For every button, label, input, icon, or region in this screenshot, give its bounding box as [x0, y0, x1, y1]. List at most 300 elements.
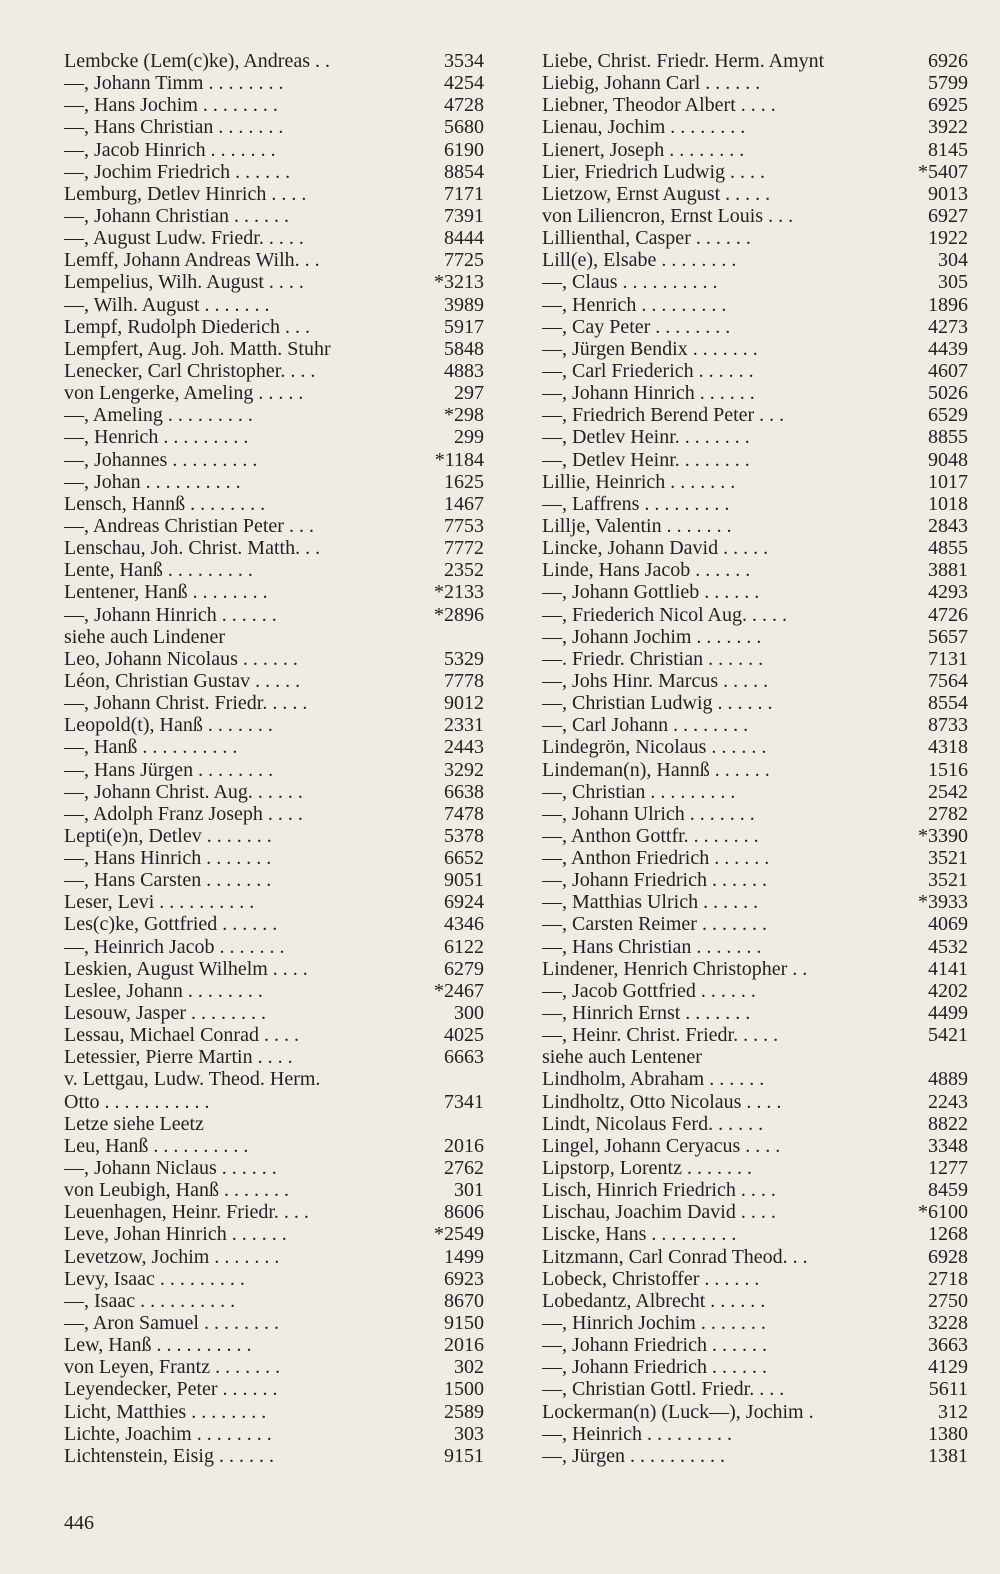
entry-number: 6529 [928, 404, 968, 427]
entry-name: —, Hans Jochim . . . . . . . . [64, 94, 278, 117]
entry-number: 1018 [928, 492, 968, 515]
entry-number: 4607 [928, 359, 968, 382]
entry-name: Lempelius, Wilh. August . . . . [64, 271, 304, 294]
index-entry [64, 736, 484, 758]
index-entry [542, 1268, 968, 1290]
entry-number: 2843 [928, 514, 968, 537]
entry-number: 5917 [444, 315, 484, 338]
entry-name: —, Detlev Heinr. . . . . . . . [542, 448, 750, 471]
entry-name: Lillie, Heinrich . . . . . . . [542, 470, 736, 493]
entry-name: —, Laffrens . . . . . . . . . [542, 492, 730, 515]
entry-number: 6923 [444, 1267, 484, 1290]
entry-number: *3213 [434, 271, 484, 294]
entry-number: 2243 [928, 1090, 968, 1113]
index-entry [542, 648, 968, 670]
entry-number: 2352 [444, 559, 484, 582]
index-entry [542, 72, 968, 94]
entry-number: 2016 [444, 1334, 484, 1357]
entry-name: —, Johann Hinrich . . . . . . [64, 603, 277, 626]
entry-number: 3521 [928, 847, 968, 870]
entry-number: 8145 [928, 138, 968, 161]
index-entry [542, 1378, 968, 1400]
entry-name: Leslee, Johann . . . . . . . . [64, 979, 263, 1002]
index-entry [64, 205, 484, 227]
entry-number: 4346 [444, 913, 484, 936]
entry-number: 2718 [928, 1267, 968, 1290]
index-entry [542, 692, 968, 714]
index-entry [542, 559, 968, 581]
index-entry [542, 382, 968, 404]
entry-name: —, Hans Christian . . . . . . . [542, 935, 762, 958]
entry-number: 4254 [444, 72, 484, 95]
entry-number: 3348 [928, 1134, 968, 1157]
index-entry [64, 1068, 484, 1090]
entry-number: 8733 [928, 714, 968, 737]
entry-name: —, Jochim Friedrich . . . . . . [64, 160, 291, 183]
entry-name: Otto . . . . . . . . . . . [64, 1090, 210, 1113]
entry-name: —, Christian Gottl. Friedr. . . . [542, 1378, 785, 1401]
index-entry [542, 803, 968, 825]
entry-number: 9151 [444, 1444, 484, 1467]
entry-name: Lill(e), Elsabe . . . . . . . . [542, 249, 737, 272]
index-entry [542, 360, 968, 382]
index-entry [64, 891, 484, 913]
index-entry [64, 559, 484, 581]
entry-number: 4499 [928, 1002, 968, 1025]
index-entry [542, 183, 968, 205]
entry-name: —, Johann Friedrich . . . . . . [542, 1356, 767, 1379]
entry-name: —, Carl Johann . . . . . . . . [542, 714, 749, 737]
entry-name: —, Heinr. Christ. Friedr. . . . . [542, 1024, 779, 1047]
entry-name: —, Henrich . . . . . . . . . [542, 293, 727, 316]
entry-number: 305 [938, 271, 968, 294]
entry-name: Lockerman(n) (Luck—), Jochim . [542, 1400, 814, 1423]
entry-number: 5799 [928, 72, 968, 95]
index-entry [64, 803, 484, 825]
entry-name: —, Hinrich Ernst . . . . . . . [542, 1002, 751, 1025]
entry-number: 6122 [444, 935, 484, 958]
entry-name: Lente, Hanß . . . . . . . . . [64, 559, 253, 582]
index-entry [542, 50, 968, 72]
index-entry [64, 692, 484, 714]
index-entry [64, 1046, 484, 1068]
entry-name: —, Claus . . . . . . . . . . [542, 271, 718, 294]
entry-number: 1268 [928, 1223, 968, 1246]
entry-name: Lichtenstein, Eisig . . . . . . [64, 1444, 274, 1467]
entry-number: *6100 [918, 1201, 968, 1224]
index-entry [542, 626, 968, 648]
entry-name: Lindt, Nicolaus Ferd. . . . . . [542, 1112, 764, 1135]
index-entry [64, 670, 484, 692]
entry-name: Levy, Isaac . . . . . . . . . [64, 1267, 245, 1290]
entry-number: 304 [938, 249, 968, 272]
index-entry [64, 227, 484, 249]
entry-name: Lipstorp, Lorentz . . . . . . . [542, 1157, 752, 1180]
entry-name: Lichte, Joachim . . . . . . . . [64, 1422, 272, 1445]
index-entry [542, 116, 968, 138]
entry-number: 1467 [444, 492, 484, 515]
entry-name: —, Ameling . . . . . . . . . [64, 404, 253, 427]
index-entry [64, 360, 484, 382]
entry-number: 3292 [444, 758, 484, 781]
entry-number: 2443 [444, 736, 484, 759]
entry-number: *2133 [434, 581, 484, 604]
index-entry [542, 869, 968, 891]
index-entry [542, 1423, 968, 1445]
index-entry [64, 869, 484, 891]
index-entry [64, 913, 484, 935]
entry-number: 6190 [444, 138, 484, 161]
entry-name: —, Hinrich Jochim . . . . . . . [542, 1312, 766, 1335]
entry-number: 8606 [444, 1201, 484, 1224]
entry-number: *1184 [434, 448, 484, 471]
index-entry [64, 1401, 484, 1423]
index-entry [64, 515, 484, 537]
entry-number: 1017 [928, 470, 968, 493]
entry-name: —, Jacob Gottfried . . . . . . [542, 979, 756, 1002]
entry-name: Lemff, Johann Andreas Wilh. . . [64, 249, 320, 272]
entry-number: 4025 [444, 1024, 484, 1047]
entry-number: 2589 [444, 1400, 484, 1423]
index-entry [64, 648, 484, 670]
index-entry [542, 449, 968, 471]
entry-number: 6927 [928, 204, 968, 227]
entry-name: Lingel, Johann Ceryacus . . . . [542, 1134, 781, 1157]
entry-name: —, Friedrich Berend Peter . . . [542, 404, 785, 427]
entry-name: von Leubigh, Hanß . . . . . . . [64, 1179, 289, 1202]
entry-number: 3228 [928, 1312, 968, 1335]
entry-name: —, Aron Samuel . . . . . . . . [64, 1312, 279, 1335]
entry-number: 300 [454, 1002, 484, 1025]
index-entry [542, 759, 968, 781]
entry-number: 2542 [928, 780, 968, 803]
entry-name: Lenecker, Carl Christopher. . . . [64, 359, 316, 382]
entry-name: Liebner, Theodor Albert . . . . [542, 94, 776, 117]
entry-name: Linde, Hans Jacob . . . . . . [542, 559, 751, 582]
entry-name: —, Adolph Franz Joseph . . . . [64, 802, 303, 825]
entry-number: 5329 [444, 647, 484, 670]
index-entry [542, 294, 968, 316]
entry-name: Les(c)ke, Gottfried . . . . . . [64, 913, 278, 936]
entry-number: 3989 [444, 293, 484, 316]
entry-name: Lillje, Valentin . . . . . . . [542, 514, 732, 537]
entry-name: —, Hans Jürgen . . . . . . . . [64, 758, 274, 781]
entry-name: —, Heinrich Jacob . . . . . . . [64, 935, 285, 958]
entry-number: 1380 [928, 1422, 968, 1445]
index-entry [542, 1135, 968, 1157]
entry-number: *298 [444, 404, 484, 427]
index-entry [64, 1268, 484, 1290]
entry-number: 5848 [444, 337, 484, 360]
entry-name: Lienert, Joseph . . . . . . . . [542, 138, 745, 161]
index-entry [542, 1024, 968, 1046]
entry-name: —, Johannes . . . . . . . . . [64, 448, 258, 471]
index-entry [542, 936, 968, 958]
index-entry [542, 404, 968, 426]
left-column [64, 50, 484, 1467]
entry-name: Lobedantz, Albrecht . . . . . . [542, 1289, 766, 1312]
entry-name: Lempfert, Aug. Joh. Matth. Stuhr [64, 337, 331, 360]
index-entry [64, 581, 484, 603]
index-entry [542, 227, 968, 249]
entry-name: Letessier, Pierre Martin . . . . [64, 1046, 293, 1069]
index-entry [64, 1179, 484, 1201]
index-entry [542, 714, 968, 736]
entry-number: 4293 [928, 581, 968, 604]
entry-number: 7341 [444, 1090, 484, 1113]
entry-name: Licht, Matthies . . . . . . . . [64, 1400, 267, 1423]
entry-number: 4883 [444, 359, 484, 382]
entry-name: siehe auch Lindener [64, 625, 226, 648]
entry-name: —, Carl Friederich . . . . . . [542, 359, 754, 382]
index-entry [64, 1091, 484, 1113]
index-entry [542, 781, 968, 803]
entry-number: 5378 [444, 824, 484, 847]
index-entry [542, 1091, 968, 1113]
entry-number: 7564 [928, 669, 968, 692]
entry-number: 1625 [444, 470, 484, 493]
index-entry [542, 1002, 968, 1024]
index-entry [64, 1024, 484, 1046]
entry-number: 5026 [928, 382, 968, 405]
index-entry [64, 1246, 484, 1268]
entry-name: —, Jürgen . . . . . . . . . . [542, 1444, 725, 1467]
index-entry [64, 382, 484, 404]
index-entry [542, 581, 968, 603]
entry-name: —. Friedr. Christian . . . . . . [542, 647, 764, 670]
index-entry [64, 1157, 484, 1179]
index-entry [542, 670, 968, 692]
entry-name: Leuenhagen, Heinr. Friedr. . . . [64, 1201, 309, 1224]
page-number: 446 [64, 1512, 94, 1534]
index-entry [64, 1312, 484, 1334]
entry-number: 8822 [928, 1112, 968, 1135]
entry-number: 6279 [444, 957, 484, 980]
entry-name: —, Matthias Ulrich . . . . . . [542, 891, 759, 914]
index-entry [542, 1445, 968, 1467]
entry-name: —, Johs Hinr. Marcus . . . . . [542, 669, 769, 692]
index-entry [64, 1378, 484, 1400]
entry-number: 2016 [444, 1134, 484, 1157]
entry-number: 312 [938, 1400, 968, 1423]
entry-name: —, Christian Ludwig . . . . . . [542, 692, 773, 715]
entry-number: 303 [454, 1422, 484, 1445]
entry-number: 4141 [928, 957, 968, 980]
index-entry [64, 847, 484, 869]
index-entry [542, 515, 968, 537]
index-entry [542, 161, 968, 183]
index-entry [542, 891, 968, 913]
entry-name: siehe auch Lentener [542, 1046, 702, 1069]
entry-name: Lenschau, Joh. Christ. Matth. . . [64, 537, 321, 560]
index-entry [64, 604, 484, 626]
index-entry [542, 847, 968, 869]
entry-name: —, Johan . . . . . . . . . . [64, 470, 241, 493]
index-entry [542, 1068, 968, 1090]
index-entry [542, 1401, 968, 1423]
entry-number: 7131 [928, 647, 968, 670]
entry-name: —, Johann Timm . . . . . . . . [64, 72, 284, 95]
entry-name: Lempf, Rudolph Diederich . . . [64, 315, 311, 338]
entry-number: 5421 [928, 1024, 968, 1047]
index-entry [542, 537, 968, 559]
entry-name: Lindegrön, Nicolaus . . . . . . [542, 736, 767, 759]
index-entry [542, 426, 968, 448]
index-entry [64, 471, 484, 493]
entry-name: —, Johann Christ. Friedr. . . . . [64, 692, 308, 715]
entry-number: 9051 [444, 869, 484, 892]
entry-number: 5611 [928, 1378, 968, 1401]
entry-name: Lindener, Henrich Christopher . . [542, 957, 808, 980]
index-entry [542, 471, 968, 493]
entry-name: Levetzow, Jochim . . . . . . . [64, 1245, 280, 1268]
entry-number: *3390 [918, 824, 968, 847]
entry-name: —, Anthon Friedrich . . . . . . [542, 847, 770, 870]
entry-number: 6924 [444, 891, 484, 914]
entry-name: —, Johann Hinrich . . . . . . [542, 382, 755, 405]
index-entry [64, 1002, 484, 1024]
entry-name: Lemburg, Detlev Hinrich . . . . [64, 182, 307, 205]
entry-number: 1277 [928, 1157, 968, 1180]
entry-number: *2549 [434, 1223, 484, 1246]
entry-name: Lincke, Johann David . . . . . [542, 537, 769, 560]
index-entry [64, 936, 484, 958]
entry-number: 1896 [928, 293, 968, 316]
entry-number: 6926 [928, 50, 968, 72]
entry-name: —, Anthon Gottfr. . . . . . . . [542, 824, 759, 847]
entry-name: Leu, Hanß . . . . . . . . . . [64, 1134, 249, 1157]
entry-name: Letze siehe Leetz [64, 1112, 204, 1135]
entry-number: 1516 [928, 758, 968, 781]
entry-number: 4318 [928, 736, 968, 759]
index-entry [542, 1334, 968, 1356]
entry-number: 5657 [928, 625, 968, 648]
entry-name: —, Johann Christ. Aug. . . . . . [64, 780, 303, 803]
entry-number: 4728 [444, 94, 484, 117]
index-entry [542, 271, 968, 293]
entry-name: Leo, Johann Nicolaus . . . . . . [64, 647, 298, 670]
entry-name: —, Cay Peter . . . . . . . . [542, 315, 731, 338]
entry-number: 1922 [928, 227, 968, 250]
entry-name: Leopold(t), Hanß . . . . . . . [64, 714, 273, 737]
index-entry [64, 1423, 484, 1445]
entry-number: 4273 [928, 315, 968, 338]
index-entry [64, 980, 484, 1002]
entry-name: von Leyen, Frantz . . . . . . . [64, 1356, 281, 1379]
index-entry [542, 316, 968, 338]
entry-name: Liscke, Hans . . . . . . . . . [542, 1223, 737, 1246]
entry-number: 2782 [928, 802, 968, 825]
entry-number: 9013 [928, 182, 968, 205]
entry-number: 7772 [444, 537, 484, 560]
entry-name: Liebig, Johann Carl . . . . . . [542, 72, 761, 95]
entry-name: —, Wilh. August . . . . . . . [64, 293, 270, 316]
entry-number: 4439 [928, 337, 968, 360]
entry-number: 3521 [928, 869, 968, 892]
index-entry [64, 94, 484, 116]
entry-number: 8854 [444, 160, 484, 183]
index-entry [542, 493, 968, 515]
entry-number: 7171 [444, 182, 484, 205]
entry-number: 302 [454, 1356, 484, 1379]
index-entry [542, 604, 968, 626]
index-entry [64, 1201, 484, 1223]
entry-name: Lensch, Hannß . . . . . . . . [64, 492, 266, 515]
index-entry [542, 1312, 968, 1334]
index-entry [64, 294, 484, 316]
entry-name: —, Andreas Christian Peter . . . [64, 514, 314, 537]
index-entry [542, 1179, 968, 1201]
entry-number: 7391 [444, 204, 484, 227]
index-entry [542, 94, 968, 116]
index-entry [64, 50, 484, 72]
entry-number: 8444 [444, 227, 484, 250]
entry-number: 7778 [444, 669, 484, 692]
entry-name: —, Johann Friedrich . . . . . . [542, 869, 767, 892]
index-entry [64, 116, 484, 138]
entry-number: *2467 [434, 979, 484, 1002]
entry-name: Lier, Friedrich Ludwig . . . . [542, 160, 766, 183]
entry-name: —, Detlev Heinr. . . . . . . . [542, 426, 750, 449]
entry-number: 5680 [444, 116, 484, 139]
entry-name: —, Johann Jochim . . . . . . . [542, 625, 762, 648]
entry-name: —, Johann Christian . . . . . . [64, 204, 289, 227]
entry-name: —, Hans Carsten . . . . . . . [64, 869, 272, 892]
entry-number: 2750 [928, 1289, 968, 1312]
entry-name: Lindeman(n), Hannß . . . . . . [542, 758, 770, 781]
entry-number: 4726 [928, 603, 968, 626]
entry-number: 299 [454, 426, 484, 449]
entry-name: Lesouw, Jasper . . . . . . . . [64, 1002, 267, 1025]
index-entry [542, 338, 968, 360]
index-entry [64, 1356, 484, 1378]
entry-name: —, Johann Gottlieb . . . . . . [542, 581, 760, 604]
index-entry [64, 1334, 484, 1356]
entry-number: 8670 [444, 1289, 484, 1312]
index-entry [64, 1113, 484, 1135]
entry-name: Leser, Levi . . . . . . . . . . [64, 891, 255, 914]
entry-number: 301 [454, 1179, 484, 1202]
index-entry [542, 1113, 968, 1135]
index-entry [542, 1290, 968, 1312]
entry-name: Lindholm, Abraham . . . . . . [542, 1068, 765, 1091]
entry-name: Litzmann, Carl Conrad Theod. . . [542, 1245, 808, 1268]
index-entry [542, 1356, 968, 1378]
index-entry [542, 1223, 968, 1245]
entry-name: Lepti(e)n, Detlev . . . . . . . [64, 824, 272, 847]
index-entry [64, 759, 484, 781]
entry-number: 8855 [928, 426, 968, 449]
entry-name: Leyendecker, Peter . . . . . . [64, 1378, 278, 1401]
entry-name: —, Christian . . . . . . . . . [542, 780, 736, 803]
entry-name: —, Johann Niclaus . . . . . . [64, 1157, 277, 1180]
entry-number: 2762 [444, 1157, 484, 1180]
index-entry [64, 249, 484, 271]
index-entry [64, 626, 484, 648]
right-column [542, 50, 968, 1467]
index-entry [64, 271, 484, 293]
entry-number: 8459 [928, 1179, 968, 1202]
entry-name: Léon, Christian Gustav . . . . . [64, 669, 301, 692]
entry-name: Leve, Johan Hinrich . . . . . . [64, 1223, 287, 1246]
entry-name: Lisch, Hinrich Friedrich . . . . [542, 1179, 776, 1202]
entry-number: 3881 [928, 559, 968, 582]
entry-number: 1500 [444, 1378, 484, 1401]
entry-number: 4069 [928, 913, 968, 936]
entry-number: 8554 [928, 692, 968, 715]
entry-name: —, Jürgen Bendix . . . . . . . [542, 337, 758, 360]
index-entry [64, 449, 484, 471]
